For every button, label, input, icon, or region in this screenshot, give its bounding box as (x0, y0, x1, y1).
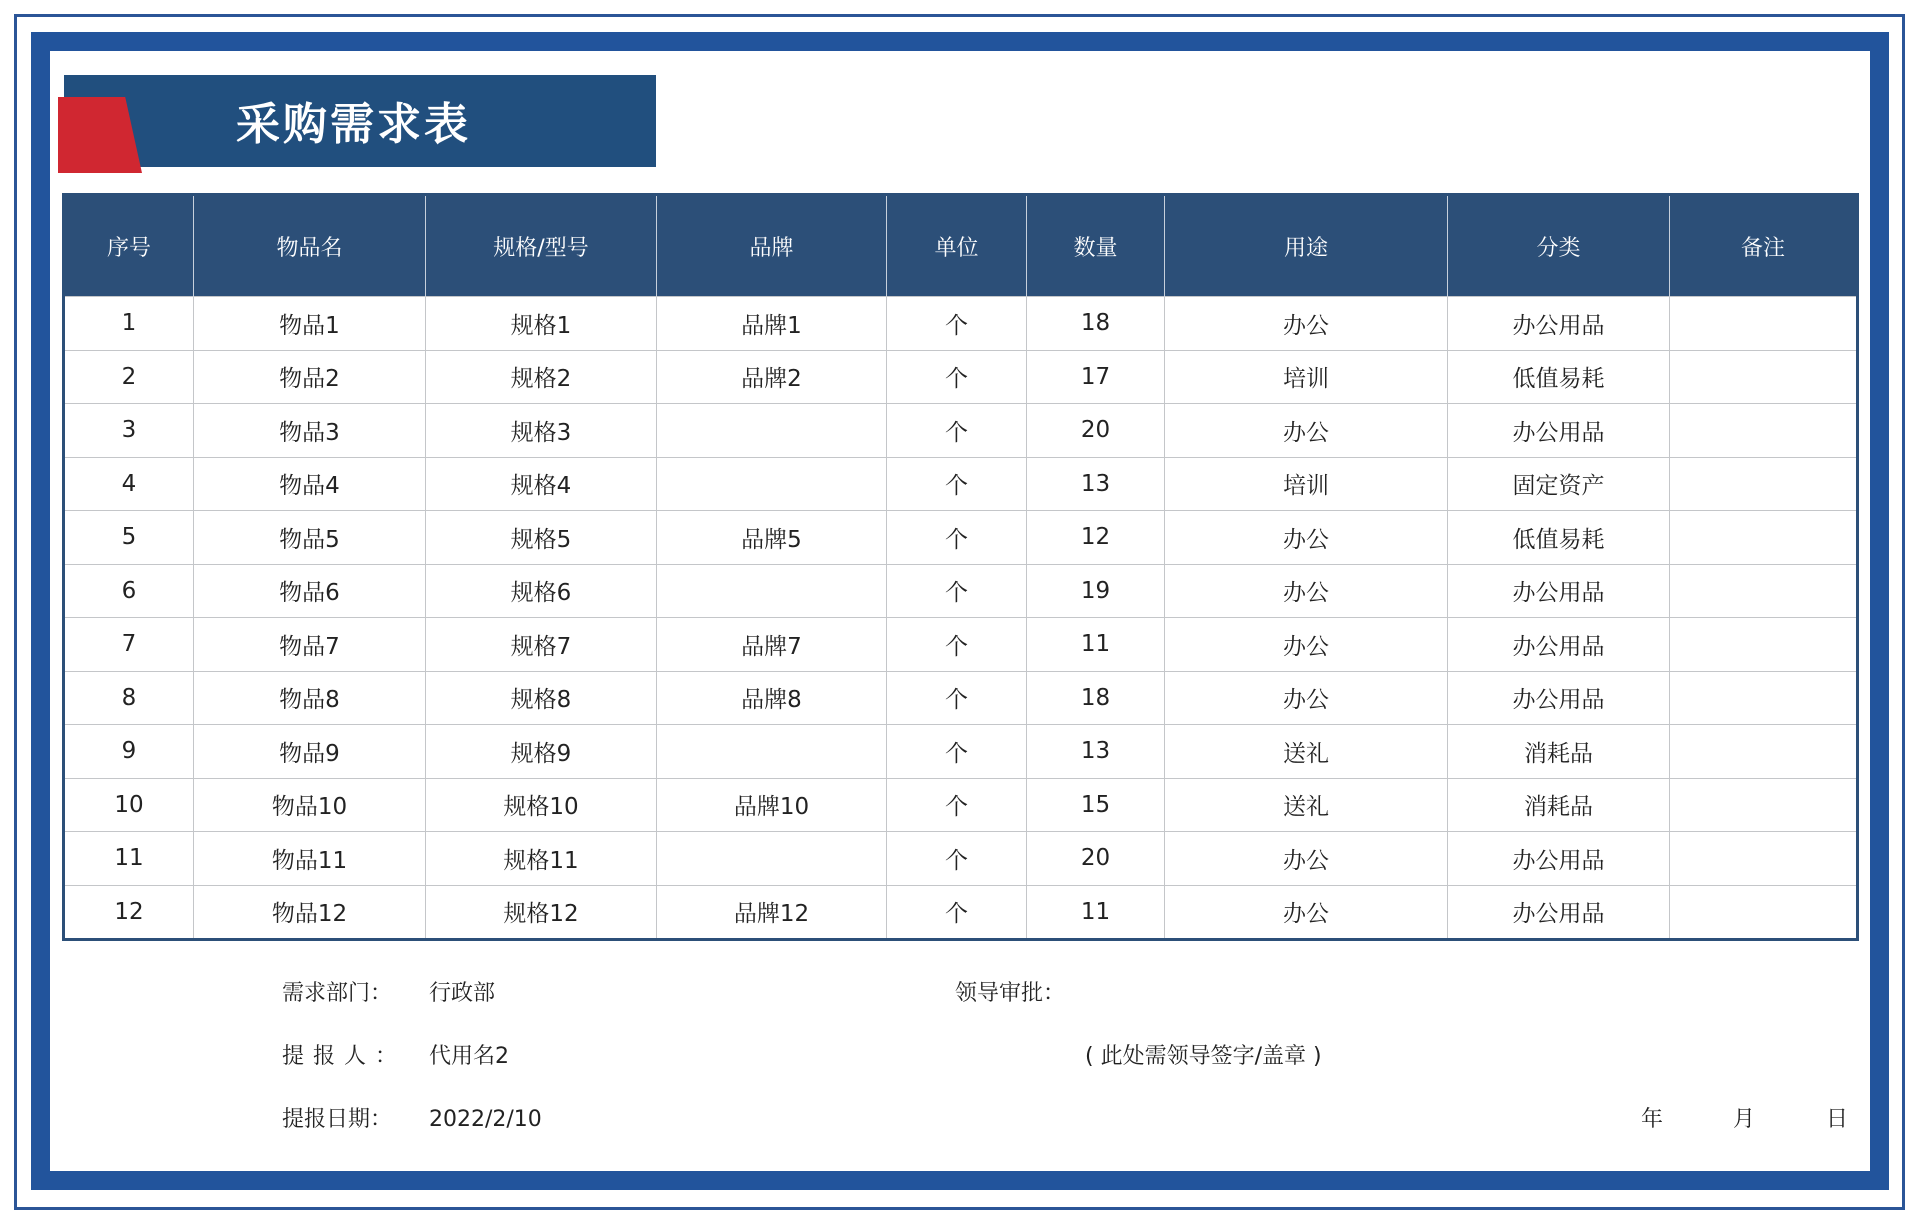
cell-brand (657, 404, 887, 458)
cell-purpose: 培训 (1165, 457, 1448, 511)
cell-brand (657, 564, 887, 618)
cell-seq: 8 (64, 671, 194, 725)
cell-spec-model: 规格12 (426, 885, 657, 940)
cell-brand: 品牌12 (657, 885, 887, 940)
cell-purpose: 办公 (1165, 404, 1448, 458)
cell-purpose: 办公 (1165, 671, 1448, 725)
cell-item-name: 物品1 (194, 297, 426, 351)
cell-purpose: 办公 (1165, 832, 1448, 886)
cell-item-name: 物品2 (194, 350, 426, 404)
table-row (64, 778, 1858, 832)
cell-remarks (1670, 404, 1858, 458)
date-month-label: 月 (1733, 1107, 1756, 1132)
header-brand: 品牌 (657, 195, 887, 297)
cell-category: 低值易耗 (1448, 350, 1670, 404)
table-row (64, 511, 1858, 565)
cell-seq: 11 (64, 832, 194, 886)
cell-quantity: 20 (1027, 832, 1165, 886)
cell-item-name: 物品11 (194, 832, 426, 886)
table-row (64, 618, 1858, 672)
cell-unit: 个 (887, 297, 1027, 351)
cell-purpose: 办公 (1165, 885, 1448, 940)
cell-brand: 品牌10 (657, 778, 887, 832)
cell-spec-model: 规格6 (426, 564, 657, 618)
cell-item-name: 物品9 (194, 725, 426, 779)
cell-spec-model: 规格11 (426, 832, 657, 886)
cell-quantity: 17 (1027, 350, 1165, 404)
table-row (64, 832, 1858, 886)
cell-brand (657, 725, 887, 779)
cell-purpose: 办公 (1165, 511, 1448, 565)
cell-item-name: 物品12 (194, 885, 426, 940)
table-row (64, 725, 1858, 779)
cell-remarks (1670, 511, 1858, 565)
table-row (64, 564, 1858, 618)
cell-item-name: 物品7 (194, 618, 426, 672)
cell-quantity: 13 (1027, 725, 1165, 779)
cell-purpose: 办公 (1165, 564, 1448, 618)
cell-seq: 6 (64, 564, 194, 618)
cell-item-name: 物品3 (194, 404, 426, 458)
cell-unit: 个 (887, 511, 1027, 565)
cell-spec-model: 规格3 (426, 404, 657, 458)
cell-quantity: 13 (1027, 457, 1165, 511)
cell-purpose: 送礼 (1165, 778, 1448, 832)
table-header-row (64, 195, 1858, 297)
cell-item-name: 物品4 (194, 457, 426, 511)
cell-category: 办公用品 (1448, 832, 1670, 886)
header-purpose: 用途 (1165, 195, 1448, 297)
cell-brand: 品牌2 (657, 350, 887, 404)
date-label: 提报日期： (282, 1107, 393, 1132)
cell-category: 办公用品 (1448, 297, 1670, 351)
date-year-label: 年 (1641, 1107, 1664, 1132)
reporter-label: 提 报 人 ： (282, 1044, 398, 1069)
cell-category: 消耗品 (1448, 778, 1670, 832)
header-seq: 序号 (64, 195, 194, 297)
cell-item-name: 物品5 (194, 511, 426, 565)
cell-seq: 4 (64, 457, 194, 511)
cell-seq: 1 (64, 297, 194, 351)
cell-unit: 个 (887, 350, 1027, 404)
cell-unit: 个 (887, 832, 1027, 886)
header-spec-model: 规格/型号 (426, 195, 657, 297)
cell-quantity: 11 (1027, 618, 1165, 672)
cell-seq: 5 (64, 511, 194, 565)
cell-spec-model: 规格8 (426, 671, 657, 725)
cell-remarks (1670, 725, 1858, 779)
cell-quantity: 12 (1027, 511, 1165, 565)
cell-spec-model: 规格1 (426, 297, 657, 351)
cell-unit: 个 (887, 457, 1027, 511)
table-row (64, 885, 1858, 940)
cell-unit: 个 (887, 778, 1027, 832)
reporter-value: 代用名2 (429, 1044, 509, 1069)
department-value: 行政部 (429, 981, 496, 1006)
cell-unit: 个 (887, 404, 1027, 458)
cell-category: 办公用品 (1448, 404, 1670, 458)
table-row (64, 671, 1858, 725)
cell-remarks (1670, 564, 1858, 618)
cell-spec-model: 规格2 (426, 350, 657, 404)
signature-note: ( 此处需领导签字/盖章 ) (1085, 1044, 1322, 1069)
approval-label: 领导审批： (955, 981, 1066, 1006)
cell-remarks (1670, 832, 1858, 886)
purchase-request-table (62, 193, 1859, 941)
department-label: 需求部门： (282, 981, 393, 1006)
cell-purpose: 培训 (1165, 350, 1448, 404)
cell-brand: 品牌7 (657, 618, 887, 672)
cell-unit: 个 (887, 618, 1027, 672)
cell-brand (657, 457, 887, 511)
cell-category: 消耗品 (1448, 725, 1670, 779)
cell-category: 办公用品 (1448, 671, 1670, 725)
header-category: 分类 (1448, 195, 1670, 297)
cell-quantity: 11 (1027, 885, 1165, 940)
cell-purpose: 送礼 (1165, 725, 1448, 779)
cell-spec-model: 规格7 (426, 618, 657, 672)
cell-remarks (1670, 671, 1858, 725)
cell-item-name: 物品6 (194, 564, 426, 618)
cell-unit: 个 (887, 885, 1027, 940)
cell-item-name: 物品10 (194, 778, 426, 832)
cell-item-name: 物品8 (194, 671, 426, 725)
cell-unit: 个 (887, 725, 1027, 779)
header-unit: 单位 (887, 195, 1027, 297)
cell-seq: 7 (64, 618, 194, 672)
cell-quantity: 20 (1027, 404, 1165, 458)
cell-quantity: 15 (1027, 778, 1165, 832)
cell-category: 办公用品 (1448, 885, 1670, 940)
cell-seq: 10 (64, 778, 194, 832)
cell-brand: 品牌8 (657, 671, 887, 725)
cell-brand (657, 832, 887, 886)
header-item-name: 物品名 (194, 195, 426, 297)
date-value: 2022/2/10 (429, 1107, 542, 1132)
cell-unit: 个 (887, 671, 1027, 725)
cell-spec-model: 规格9 (426, 725, 657, 779)
cell-quantity: 18 (1027, 297, 1165, 351)
cell-seq: 2 (64, 350, 194, 404)
cell-remarks (1670, 350, 1858, 404)
cell-seq: 12 (64, 885, 194, 940)
cell-category: 办公用品 (1448, 564, 1670, 618)
table-row (64, 404, 1858, 458)
cell-spec-model: 规格10 (426, 778, 657, 832)
cell-remarks (1670, 885, 1858, 940)
cell-remarks (1670, 778, 1858, 832)
cell-remarks (1670, 297, 1858, 351)
page-title: 采购需求表 (236, 99, 471, 150)
cell-category: 固定资产 (1448, 457, 1670, 511)
header-remarks: 备注 (1670, 195, 1858, 297)
cell-purpose: 办公 (1165, 297, 1448, 351)
cell-brand: 品牌1 (657, 297, 887, 351)
cell-spec-model: 规格4 (426, 457, 657, 511)
cell-brand: 品牌5 (657, 511, 887, 565)
table-row (64, 457, 1858, 511)
cell-remarks (1670, 618, 1858, 672)
table-row (64, 297, 1858, 351)
cell-seq: 9 (64, 725, 194, 779)
cell-purpose: 办公 (1165, 618, 1448, 672)
cell-quantity: 18 (1027, 671, 1165, 725)
cell-remarks (1670, 457, 1858, 511)
cell-category: 办公用品 (1448, 618, 1670, 672)
table-row (64, 350, 1858, 404)
cell-category: 低值易耗 (1448, 511, 1670, 565)
cell-seq: 3 (64, 404, 194, 458)
cell-spec-model: 规格5 (426, 511, 657, 565)
date-day-label: 日 (1826, 1107, 1849, 1132)
header-quantity: 数量 (1027, 195, 1165, 297)
cell-quantity: 19 (1027, 564, 1165, 618)
cell-unit: 个 (887, 564, 1027, 618)
